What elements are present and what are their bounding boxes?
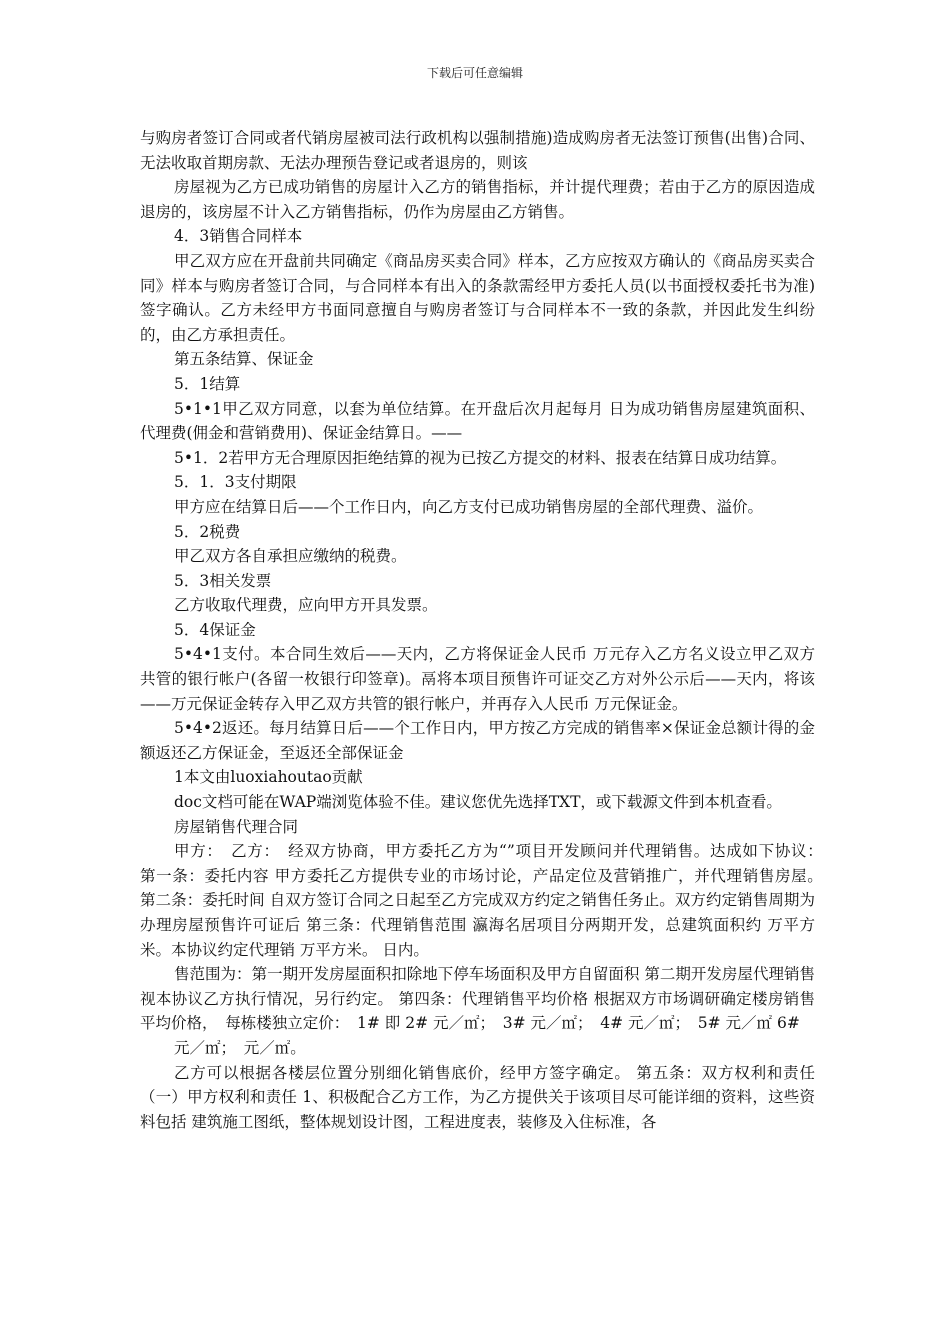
paragraph: 与购房者签订合同或者代销房屋被司法行政机构以强制措施)造成购房者无法签订预售(出售)合同、无法收取首期房款、无法办理预告登记或者退房的，则该 bbox=[140, 129, 815, 172]
paragraph: 乙方收取代理费，应向甲方开具发票。 bbox=[174, 596, 438, 615]
section-heading: 5．2税费 bbox=[174, 522, 241, 541]
paragraph: doc文档可能在WAP端浏览体验不佳。建议您优先选择TXT，或下载源文件到本机查看。 bbox=[174, 793, 782, 812]
paragraph: 甲乙双方各自承担应缴纳的税费。 bbox=[174, 547, 407, 566]
contract-title: 房屋销售代理合同 bbox=[174, 817, 299, 836]
page-header: 下载后可任意编辑 bbox=[426, 66, 523, 80]
paragraph: 房屋视为乙方已成功销售的房屋计入乙方的销售指标，并计提代理费；若由于乙方的原因造成退房的，该房屋不计入乙方销售指标，仍作为房屋由乙方销售。 bbox=[140, 178, 815, 221]
section-heading: 5．3相关发票 bbox=[174, 571, 272, 590]
document-body bbox=[140, 126, 831, 1134]
paragraph: 5•1•1甲乙双方同意，以套为单位结算。在开盘后次月起每月 日为成功销售房屋建筑面积、代理费(佣金和营销费用)、保证金结算日。—— bbox=[140, 399, 815, 443]
paragraph: 甲乙双方应在开盘前共同确定《商品房买卖合同》样本，乙方应按双方确认的《商品房买卖合同》样本与购房者签订合同，与合同样本有出入的条款需经甲方委托人员(以书面授权委托书为准)签字确认。乙方未经甲方书面同意擅自与购房者签订与合同样本不一致的条款，并因此发生纠纷的，由乙方承担责任。 bbox=[140, 251, 815, 344]
paragraph: 5•1．2若甲方无合理原因拒绝结算的视为已按乙方提交的材料、报表在结算日成功结算。 bbox=[174, 448, 787, 467]
paragraph: 1本文由luoxiahoutao贡献 bbox=[174, 768, 363, 787]
paragraph: 乙方可以根据各楼层位置分别细化销售底价，经甲方签字确定。 第五条：双方权利和责任 （一）甲方权利和责任 1、积极配合乙方工作，为乙方提供关于该项目尽可能详细的资料，这些资料包括 建筑施工图纸，整体规划设计图，工程进度表，装修及入住标准，各 bbox=[140, 1063, 815, 1131]
paragraph: 元／㎡； 元／㎡。 bbox=[174, 1038, 306, 1057]
section-heading: 第五条结算、保证金 bbox=[174, 350, 314, 369]
paragraph: 5•4•2返还。每月结算日后——个工作日内，甲方按乙方完成的销售率×保证金总额计得的金额返还乙方保证金，至返还全部保证金 bbox=[140, 719, 815, 762]
section-heading: 5．1结算 bbox=[174, 374, 241, 393]
section-heading: 5．4保证金 bbox=[174, 620, 256, 639]
paragraph: 甲方： 乙方： 经双方协商，甲方委托乙方为“”项目开发顾问并代理销售。达成如下协议： 第一条：委托内容 甲方委托乙方提供专业的市场讨论，产品定位及营销推广，并代理销售房屋。 第二条：委托时间 自双方签订合同之日起至乙方完成双方约定之销售任务止。双方约定销售周期为 办理房屋预售许可证后 第三条：代理销售范围 瀛海名居项目分两期开发，总建筑面积约 万平方米。本协议约定代理销 万平方米。 日内。 bbox=[140, 842, 831, 959]
section-heading: 5．1．3支付期限 bbox=[174, 473, 297, 492]
paragraph: 售范围为：第一期开发房屋面积扣除地下停车场面积及甲方自留面积 第二期开发房屋代理销售视本协议乙方执行情况，另行约定。 第四条：代理销售平均价格 根据双方市场调研确定楼房销售平均价格， 每栋楼独立定价： 1# 即 2# 元／㎡； 3# 元／㎡； 4# 元／㎡； 5# 元／㎡ 6# bbox=[140, 965, 815, 1033]
paragraph: 甲方应在结算日后——个工作日内，向乙方支付已成功销售房屋的全部代理费、溢价。 bbox=[174, 497, 764, 516]
section-heading: 4．3销售合同样本 bbox=[174, 227, 303, 246]
paragraph: 5•4•1支付。本合同生效后——天内，乙方将保证金人民币 万元存入乙方名义设立甲乙双方共管的银行帐户(各留一枚银行印签章)。鬲将本项目预售许可证交乙方对外公示后——天内，将该——万元保证金转存入甲乙双方共管的银行帐户，并再存入人民币 万元保证金。 bbox=[140, 645, 815, 713]
